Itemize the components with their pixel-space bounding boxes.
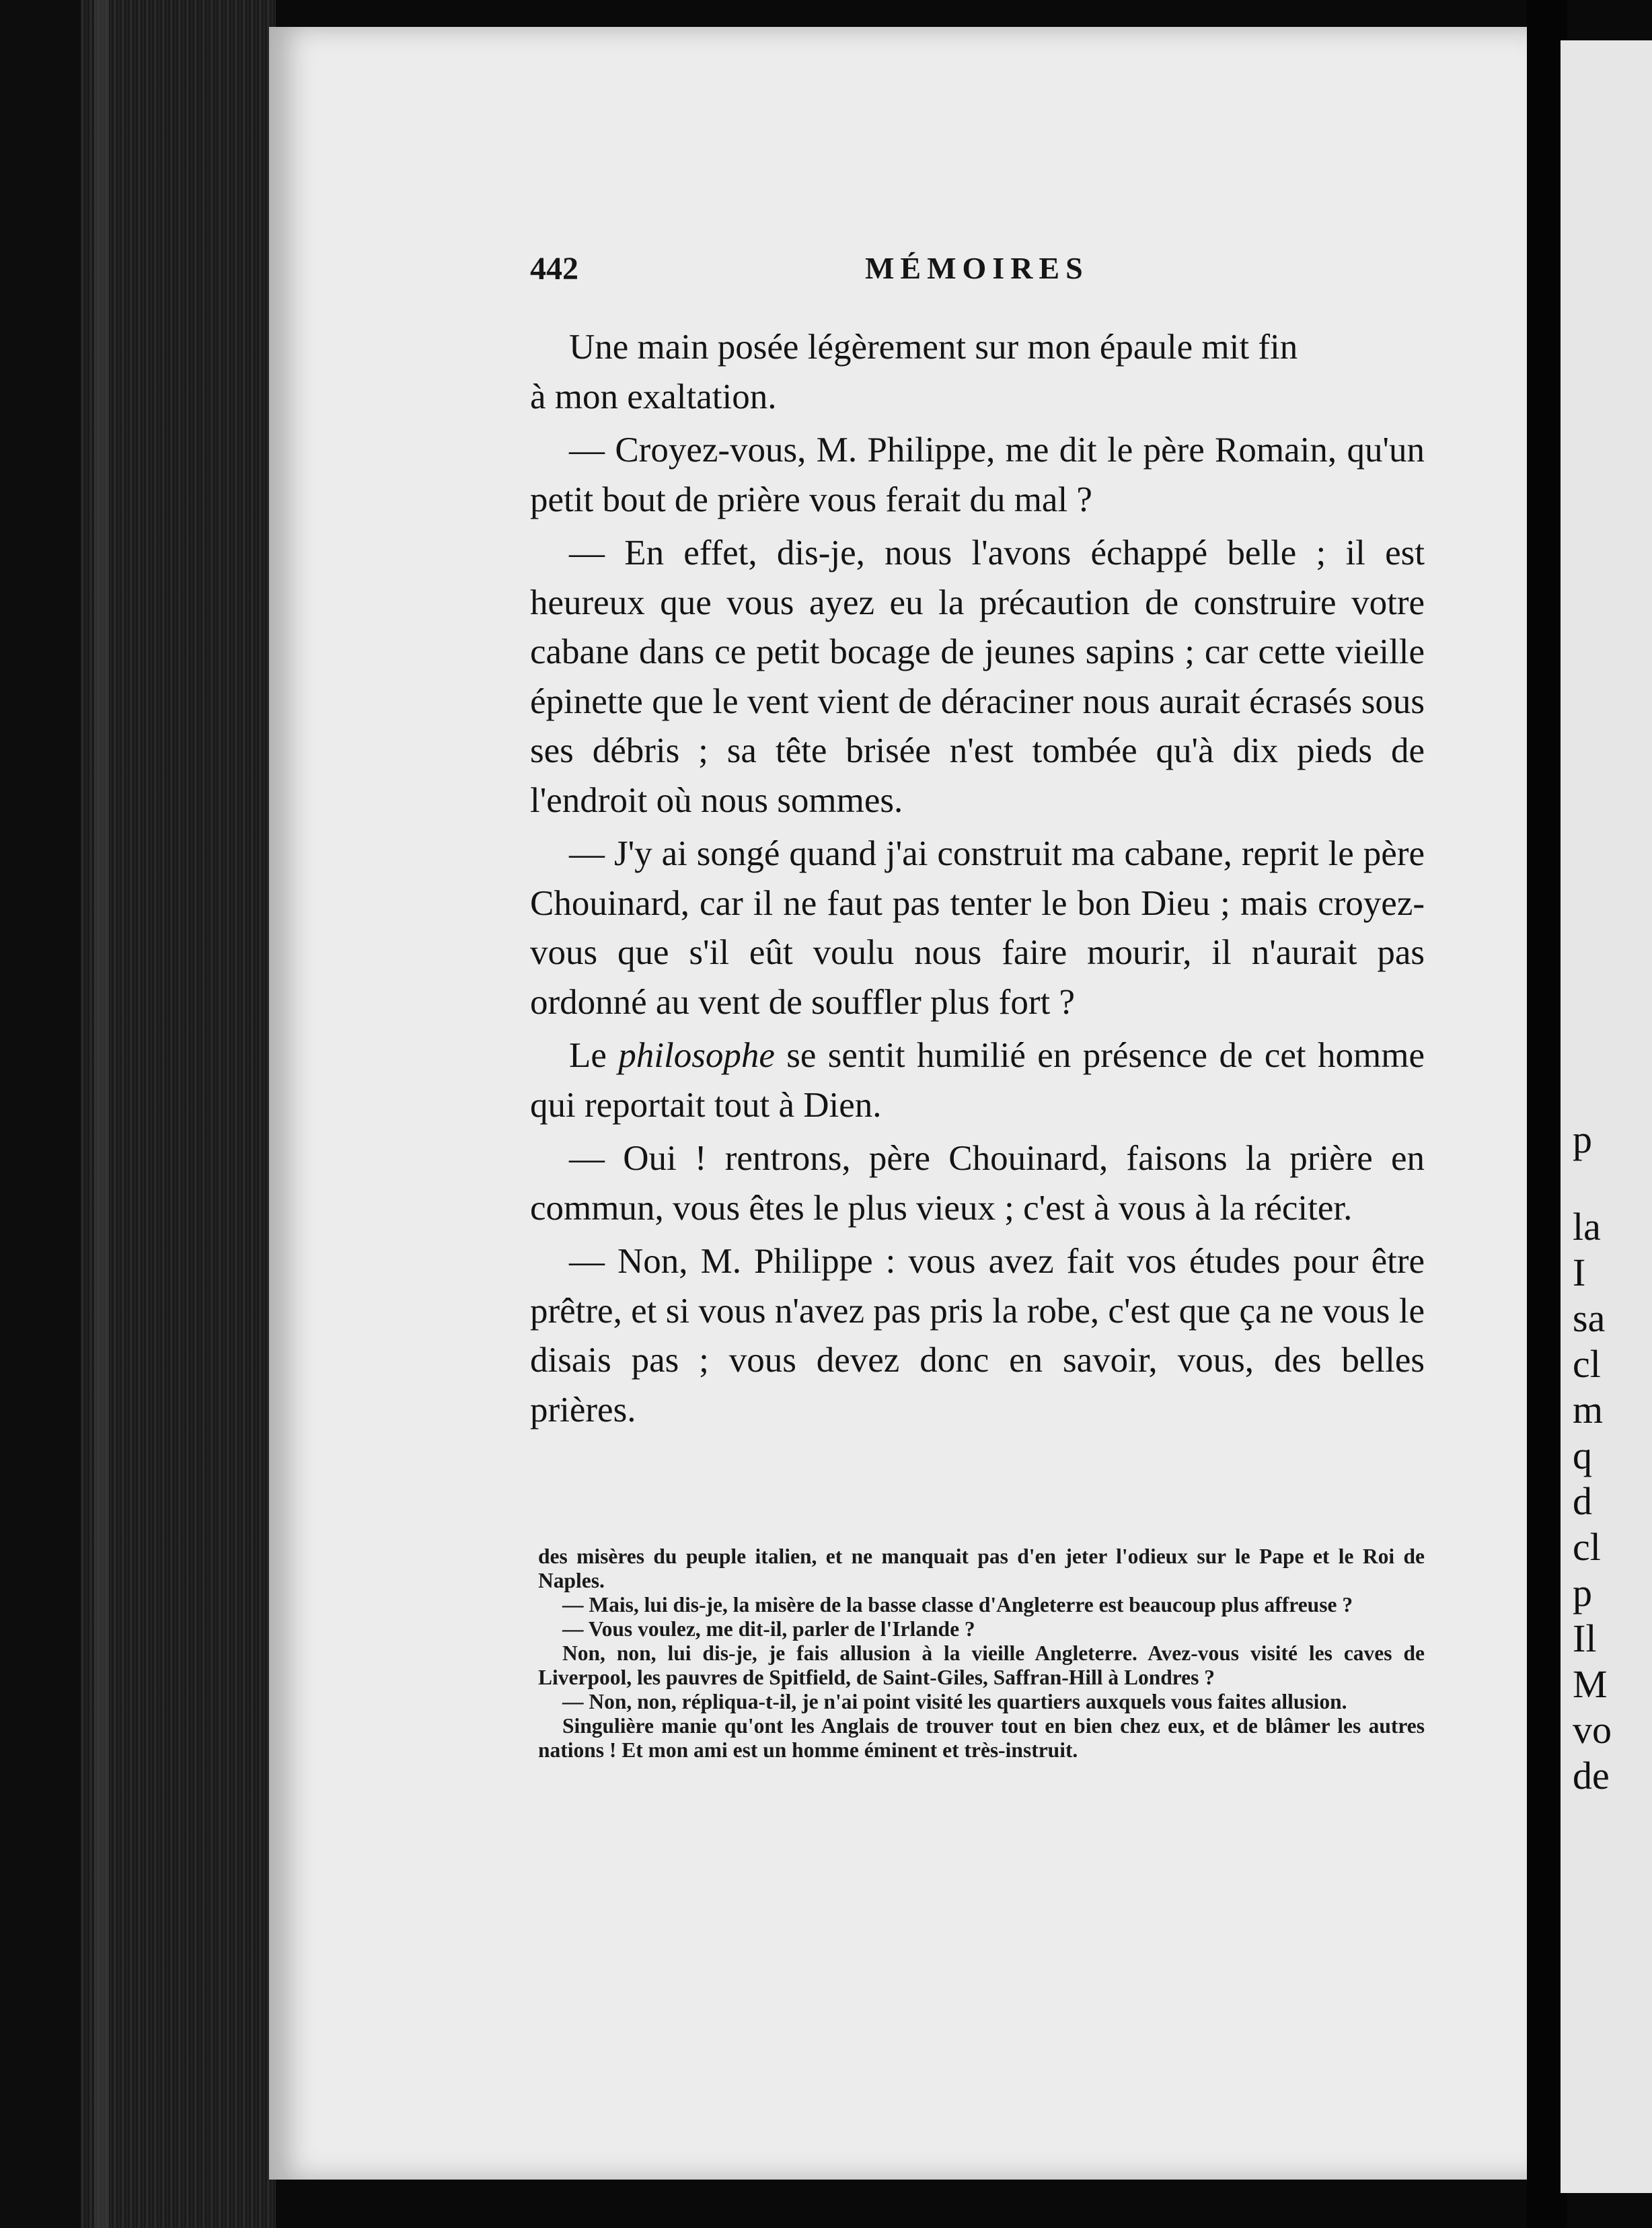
- next-page-fragment: I: [1573, 1251, 1586, 1294]
- next-page-edge: [1561, 40, 1652, 2193]
- paragraph-non-m-philippe: — Non, M. Philippe : vous avez fait vos études pour être prêtre, et si vous n'avez pas pris la robe, c'est que ça ne vous le disais pas ; vous devez donc en savoir, vous, des belles prières.: [530, 1242, 1425, 1429]
- next-page-fragment: vo: [1573, 1708, 1612, 1752]
- footnote-line: Singulière manie qu'ont les Anglais de trouver tout en bien chez eux, et de blâmer les autres nations ! Et mon ami est un homme éminent et très-instruit.: [538, 1714, 1425, 1762]
- next-page-fragment: d: [1573, 1479, 1592, 1523]
- paragraph-croyez-vous: — Croyez-vous, M. Philippe, me dit le père Romain, qu'un petit bout de prière vous ferait du mal ?: [530, 431, 1425, 519]
- next-page-fragment: cl: [1573, 1525, 1601, 1569]
- next-page-fragment: M: [1573, 1662, 1608, 1706]
- paragraph-exaltation-line2: à mon exaltation.: [530, 377, 777, 416]
- next-page-fragment: de: [1573, 1754, 1610, 1797]
- body-text: [530, 323, 1425, 1435]
- next-page-fragment: cl: [1573, 1342, 1601, 1386]
- scan-left-margin: [0, 0, 94, 2228]
- paragraph-philosophe: [530, 1031, 1425, 1130]
- next-page-fragment: p: [1573, 1571, 1592, 1614]
- philosophe-after: se sentit humilié en présence de cet homme qui reportait tout à Dien.: [530, 1036, 1425, 1125]
- page-header: [530, 250, 1411, 297]
- next-page-fragment: la: [1573, 1205, 1601, 1249]
- paragraph-oui-rentrons: — Oui ! rentrons, père Chouinard, faisons la prière en commun, vous êtes le plus vieux ; c'est à vous à la réciter.: [530, 1139, 1425, 1228]
- running-title: MÉMOIRES: [865, 251, 1089, 285]
- footnote-line: Non, non, lui dis-je, je fais allusion à la vieille Angleterre. Avez-vous visité les caves de Liverpool, les pauvres de Spitfield, de Saint-Giles, Saffran-Hill à Londres ?: [538, 1641, 1425, 1689]
- next-page-fragment: m: [1573, 1388, 1604, 1432]
- footnote-line: — Mais, lui dis-je, la misère de la basse classe d'Angleterre est beaucoup plus affreuse ?: [562, 1593, 1353, 1617]
- philosophe-before: Le: [569, 1036, 619, 1075]
- book-page-edges: [81, 0, 276, 2228]
- next-page-fragment: q: [1573, 1434, 1592, 1477]
- footnote-line: — Non, non, répliqua-t-il, je n'ai point visité les quartiers auxquels vous faites allusion.: [562, 1690, 1347, 1713]
- footnote-line: — Vous voulez, me dit-il, parler de l'Irlande ?: [562, 1617, 975, 1641]
- paragraph-jy-ai-songe: — J'y ai songé quand j'ai construit ma cabane, reprit le père Chouinard, car il ne faut pas tenter le bon Dieu ; mais croyez-vous que s'il eût voulu nous faire mourir, il n'aurait pas ordonné au vent de souffler plus fort ?: [530, 834, 1425, 1022]
- next-page-fragment: Il: [1573, 1617, 1597, 1660]
- next-page-fragment: p: [1573, 1117, 1592, 1161]
- paragraph-en-effet: — En effet, dis-je, nous l'avons échappé belle ; il est heureux que vous ayez eu la précaution de construire votre cabane dans ce petit bocage de jeunes sapins ; car cette vieille épinette que le vent vient de déraciner nous aurait écrasés sous ses débris ; sa tête brisée n'est tombée qu'à dix pieds de l'endroit où nous sommes.: [530, 533, 1425, 820]
- page-number: 442: [530, 251, 578, 287]
- page-edge-highlight: [94, 0, 109, 2228]
- paragraph-exaltation-line1: Une main posée légèrement sur mon épaule mit fin: [569, 328, 1298, 367]
- footnote-line: des misères du peuple italien, et ne manquait pas d'en jeter l'odieux sur le Pape et le Roi de Naples.: [538, 1545, 1425, 1592]
- footnotes: [538, 1545, 1425, 1762]
- philosophe-italic: philosophe: [618, 1036, 775, 1075]
- next-page-fragment: sa: [1573, 1296, 1606, 1340]
